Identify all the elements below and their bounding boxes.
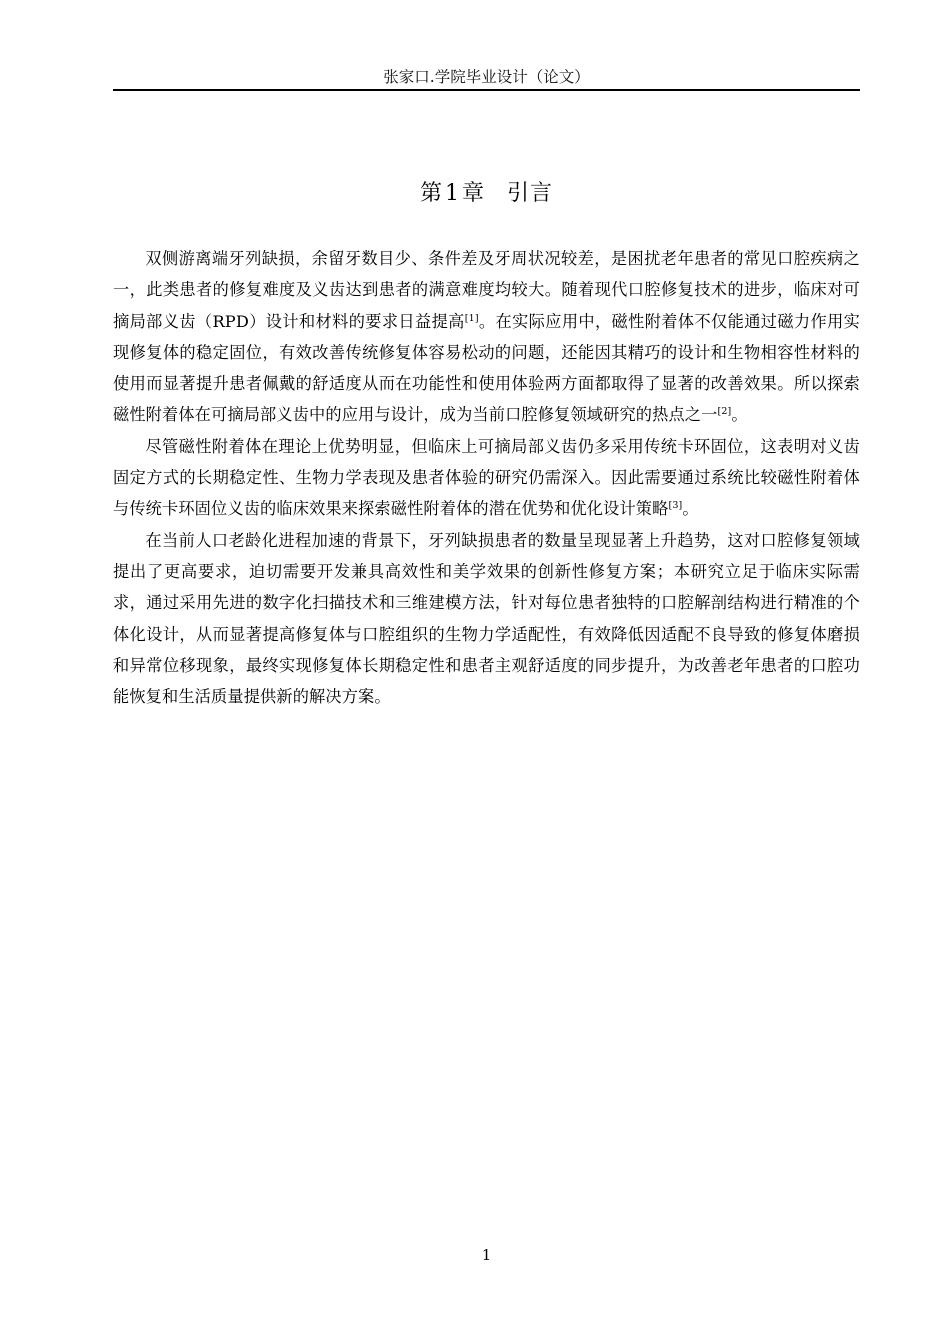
paragraph-2-text-1: 尽管磁性附着体在理论上优势明显，但临床上可摘局部义齿仍多采用传统卡环固位，这表明对义齿固定方式的长期稳定性、生物力学表现及患者体验的研究仍需深入。因此需要通过系统比较磁性附着体与传统卡环固位义齿的临床效果来探索磁性附着体的潜在优势和优化设计策略 <box>113 436 860 519</box>
paragraph-3 <box>113 525 860 713</box>
chapter-title-text: 引言 <box>507 181 554 206</box>
page-number <box>113 1245 860 1265</box>
paragraph-2 <box>113 431 860 525</box>
paragraph-3-text-1: 在当前人口老龄化进程加速的背景下，牙列缺损患者的数量呈现显著上升趋势，这对口腔修复领域提出了更高要求，迫切需要开发兼具高效性和美学效果的创新性修复方案；本研究立足于临床实际需求，通过采用先进的数字化扫描技术和三维建模方法，针对每位患者独特的口腔解剖结构进行精准的个体化设计，从而显著提高修复体与口腔组织的生物力学适配性，有效降低因适配不良导致的修复体磨损和异常位移现象，最终实现修复体长期稳定性和患者主观舒适度的同步提升，为改善老年患者的口腔功能恢复和生活质量提供新的解决方案。 <box>113 530 860 707</box>
paragraph-1-text-1: 双侧游离端牙列缺损，余留牙数目少、条件差及牙周状况较差，是困扰老年患者的常见口腔疾病之一，此类患者的修复难度及义齿达到患者的满意难度均较大。随着现代口腔修复技术的进步，临床对可摘局部义齿（RPD）设计和材料的要求日益提高 <box>113 249 860 331</box>
header-rule <box>113 89 860 91</box>
running-header <box>113 64 860 90</box>
paragraph-1 <box>113 243 860 431</box>
paragraph-1-text-2: 。在实际应用中，磁性附着体不仅能通过磁力作用实现修复体的稳定固位，有效改善传统修复体容易松动的问题，还能因其精巧的设计和生物相容性材料的使用而显著提升患者佩戴的舒适度从而在功能性和使用体验两方面都取得了显著的改善效果。所以探索磁性附着体在可摘局部义齿中的应用与设计，成为当前口腔修复领域研究的热点之一 <box>113 311 861 425</box>
paragraph-2-text-2: 。 <box>682 499 699 519</box>
citation-3[interactable]: [3] <box>668 500 683 512</box>
chapter-number: 1 <box>444 181 460 206</box>
chapter-label-pre: 第 <box>419 181 443 206</box>
citation-1[interactable]: [1] <box>464 312 479 324</box>
chapter-label-post: 章 <box>461 181 485 206</box>
paragraph-1-text-3: 。 <box>731 405 748 425</box>
citation-2[interactable]: [2] <box>717 406 732 418</box>
running-header-title: 张家口.学院毕业设计（论文） <box>383 68 590 86</box>
body-text <box>113 243 860 712</box>
chapter-title <box>113 174 860 214</box>
page-number-text: 1 <box>481 1246 492 1264</box>
